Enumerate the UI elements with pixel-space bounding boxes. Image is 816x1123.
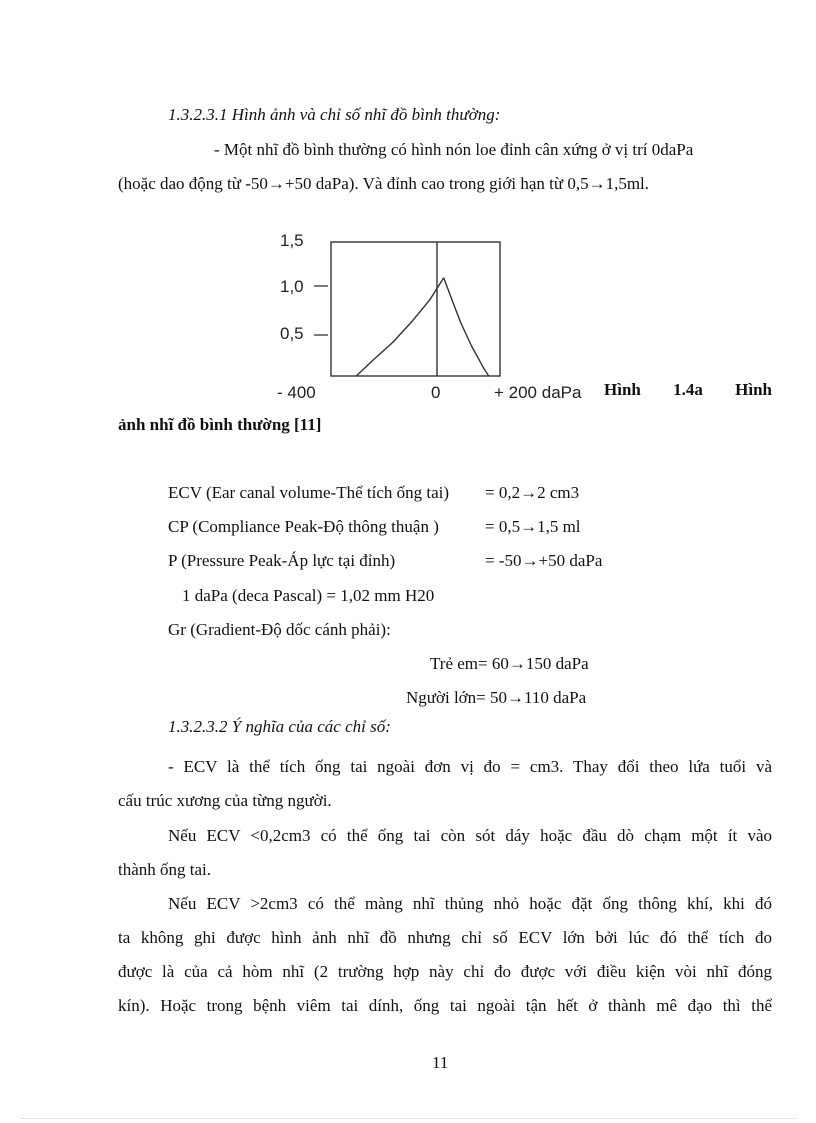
tympanogram-chart xyxy=(270,226,610,406)
caption-figure-number: 1.4a xyxy=(673,380,703,399)
figure-caption-continued: ảnh nhĩ đồ bình thường [11] xyxy=(118,415,322,434)
paragraph-line: ta không ghi được hình ảnh nhĩ đồ nhưng chỉ số ECV lớn bởi lúc đó thể tích đo xyxy=(118,928,772,947)
x-tick-label: 0 xyxy=(431,383,441,402)
paragraph-line: Nếu ECV <0,2cm3 có thể ống tai còn sót dáy hoặc đầu dò chạm một ít vào xyxy=(168,826,772,845)
gradient-child-value: Trẻ em= 60→150 daPa xyxy=(430,654,589,673)
cp-label: CP (Compliance Peak-Độ thông thuận ) xyxy=(168,517,439,536)
series-right-limb xyxy=(444,278,489,376)
caption-word: Hình xyxy=(604,380,641,399)
y-tick-label: 1,0 xyxy=(280,277,304,296)
paragraph-line: cấu trúc xương của từng người. xyxy=(118,791,332,810)
chart-frame xyxy=(331,242,500,376)
p-value: = -50→+50 daPa xyxy=(485,551,603,570)
series-left-limb xyxy=(356,278,443,376)
section-heading-meaning: 1.3.2.3.2 Ý nghĩa của các chỉ số: xyxy=(168,717,391,736)
page-number: 11 xyxy=(432,1053,449,1072)
paragraph-line: (hoặc dao động từ -50→+50 daPa). Và đỉnh cao trong giới hạn từ 0,5→1,5ml. xyxy=(118,174,650,193)
paragraph-line: thành ống tai. xyxy=(118,860,212,879)
x-tick-label: + 200 daPa xyxy=(494,383,582,402)
ecv-value: = 0,2→2 cm3 xyxy=(485,483,580,502)
y-tick-label: 1,5 xyxy=(280,231,304,250)
ecv-label: ECV (Ear canal volume-Thể tích ống tai) xyxy=(168,483,450,502)
page-bottom-divider xyxy=(20,1118,796,1119)
figure-caption xyxy=(604,379,772,401)
dapa-definition: 1 daPa (deca Pascal) = 1,02 mm H20 xyxy=(182,586,435,605)
paragraph-line: được là của cả hòm nhĩ (2 trường hợp này chỉ đo được với điều kiện vòi nhĩ đóng xyxy=(118,962,772,981)
y-tick-label: 0,5 xyxy=(280,324,304,343)
caption-word: Hình xyxy=(735,380,772,399)
paragraph-line: Nếu ECV >2cm3 có thể màng nhĩ thủng nhỏ hoặc đặt ống thông khí, khi đó xyxy=(168,894,772,913)
x-tick-label: - 400 xyxy=(277,383,316,402)
cp-value: = 0,5→1,5 ml xyxy=(485,517,581,536)
paragraph-line: kín). Hoặc trong bệnh viêm tai dính, ống tai ngoài tận hết ở thành mê đạo thì thể xyxy=(118,996,772,1015)
section-heading-normal-tympanogram: 1.3.2.3.1 Hình ảnh và chỉ số nhĩ đồ bình thường: xyxy=(168,105,501,124)
paragraph-line: - ECV là thể tích ống tai ngoài đơn vị đo = cm3. Thay đổi theo lứa tuổi và xyxy=(168,757,772,776)
gradient-label: Gr (Gradient-Độ dốc cánh phải): xyxy=(168,620,391,639)
gradient-adult-value: Người lớn= 50→110 daPa xyxy=(406,688,587,707)
p-label: P (Pressure Peak-Áp lực tại đỉnh) xyxy=(168,551,396,570)
paragraph-line: - Một nhĩ đồ bình thường có hình nón loe đỉnh cân xứng ở vị trí 0daPa xyxy=(214,140,694,159)
